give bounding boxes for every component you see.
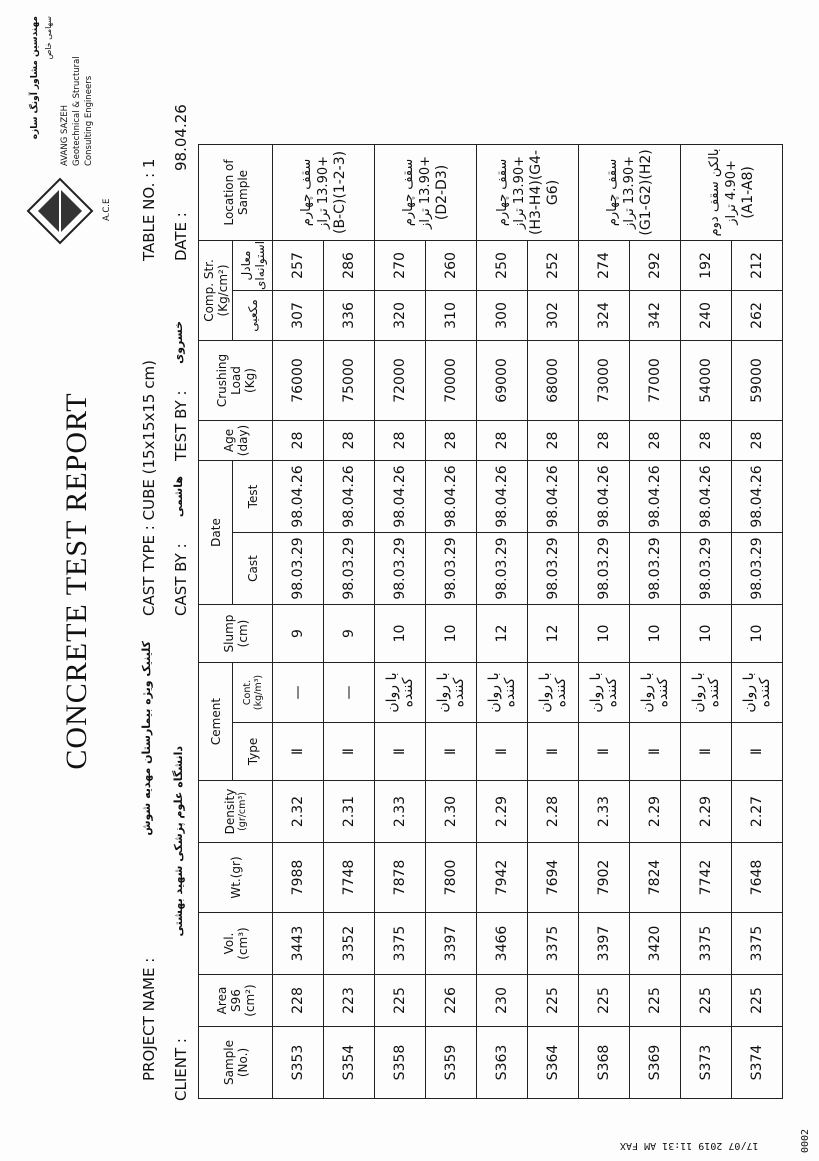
fax-page-number: 0002 — [800, 1128, 811, 1153]
table-cell: 7988 — [273, 843, 324, 913]
table-cell: با روان کننده — [732, 663, 783, 723]
table-cell: 10 — [630, 605, 681, 663]
table-cell: 320 — [375, 291, 426, 341]
table-cell: 192 — [681, 240, 732, 290]
table-cell: 262 — [732, 291, 783, 341]
table-cell: 3466 — [477, 913, 528, 975]
table-cell: S359 — [426, 1027, 477, 1099]
table-cell: 7648 — [732, 843, 783, 913]
table-number: TABLE NO. : 1 — [140, 158, 158, 261]
company-abbr: A.C.E — [102, 198, 112, 221]
table-cell: با روان کننده — [528, 663, 579, 723]
header-comp-str: Comp. Str. (Kg/cm²) — [199, 240, 233, 340]
table-cell: S374 — [732, 1027, 783, 1099]
table-cell: 98.03.29 — [732, 533, 783, 605]
table-cell: 7824 — [630, 843, 681, 913]
table-cell: 59000 — [732, 341, 783, 421]
table-cell: 292 — [630, 240, 681, 290]
date-label: DATE : — [172, 212, 190, 261]
header-date-test: Test — [233, 461, 273, 533]
table-cell: 75000 — [324, 341, 375, 421]
table-cell: — — [324, 663, 375, 723]
date-value: 98.04.26 — [172, 104, 190, 171]
table-row — [579, 144, 630, 1098]
cast-by-label: CAST BY : — [172, 543, 190, 616]
table-cell: 225 — [528, 975, 579, 1027]
client-value: دانشگاه علوم پزشکی شهید بهشتی — [172, 746, 185, 937]
table-cell: 226 — [426, 975, 477, 1027]
table-cell: S369 — [630, 1027, 681, 1099]
table-cell: 324 — [579, 291, 630, 341]
table-cell: 2.33 — [375, 781, 426, 843]
table-cell: 225 — [630, 975, 681, 1027]
table-cell: 98.04.26 — [375, 461, 426, 533]
table-cell: 2.33 — [579, 781, 630, 843]
header-date: Date — [199, 461, 233, 605]
table-cell: 28 — [528, 421, 579, 461]
company-name-fa: مهندسین مشاور آونگ سازه — [30, 16, 40, 140]
table-cell: 98.03.29 — [375, 533, 426, 605]
table-cell: S364 — [528, 1027, 579, 1099]
table-row — [630, 144, 681, 1098]
table-cell: Ⅱ — [273, 723, 324, 781]
table-cell: S354 — [324, 1027, 375, 1099]
header-slump: Slump (cm) — [199, 605, 273, 663]
header-cement-type: Type — [233, 723, 273, 781]
header-crushing-load: Crushing Load (Kg) — [199, 341, 273, 421]
table-cell: 28 — [681, 421, 732, 461]
table-cell: 7694 — [528, 843, 579, 913]
table-cell: 300 — [477, 291, 528, 341]
table-cell: 9 — [324, 605, 375, 663]
table-cell: 257 — [273, 240, 324, 290]
table-cell: 225 — [579, 975, 630, 1027]
table-cell: 7800 — [426, 843, 477, 913]
table-cell: 3443 — [273, 913, 324, 975]
table-cell: 98.03.29 — [579, 533, 630, 605]
table-cell: با روان کننده — [579, 663, 630, 723]
table-cell: S358 — [375, 1027, 426, 1099]
table-cell: 2.29 — [630, 781, 681, 843]
table-cell: 70000 — [426, 341, 477, 421]
table-cell: Ⅱ — [579, 723, 630, 781]
table-cell: Ⅱ — [375, 723, 426, 781]
table-cell: 250 — [477, 240, 528, 290]
table-cell: 98.03.29 — [273, 533, 324, 605]
table-cell: Ⅱ — [630, 723, 681, 781]
table-cell: 7902 — [579, 843, 630, 913]
table-cell: S373 — [681, 1027, 732, 1099]
header-cement: Cement — [199, 663, 233, 781]
table-cell: 310 — [426, 291, 477, 341]
company-line1: Geotechnical & Structural — [72, 56, 82, 166]
header-area: Area S96 (cm²) — [199, 975, 273, 1027]
table-cell: 225 — [732, 975, 783, 1027]
table-cell: 28 — [732, 421, 783, 461]
table-cell: 9 — [273, 605, 324, 663]
table-cell: 98.04.26 — [681, 461, 732, 533]
table-cell: 76000 — [273, 341, 324, 421]
table-row — [477, 144, 528, 1098]
table-cell: 68000 — [528, 341, 579, 421]
table-cell: 2.29 — [477, 781, 528, 843]
table-cell: با روان کننده — [426, 663, 477, 723]
table-cell: 228 — [273, 975, 324, 1027]
table-row — [732, 144, 783, 1098]
table-cell: 3420 — [630, 913, 681, 975]
table-cell: 28 — [477, 421, 528, 461]
table-cell: 260 — [426, 240, 477, 290]
table-cell: 98.03.29 — [477, 533, 528, 605]
table-row — [681, 144, 732, 1098]
location-cell: سقف چهارم +13.90 تراز (B-C)(1-2-3) — [273, 144, 375, 240]
table-cell: 3375 — [681, 913, 732, 975]
table-row — [426, 144, 477, 1098]
table-cell: 3397 — [579, 913, 630, 975]
table-cell: 10 — [732, 605, 783, 663]
table-cell: 2.32 — [273, 781, 324, 843]
company-name-en: AVANG SAZEH — [60, 105, 70, 166]
table-cell: 28 — [375, 421, 426, 461]
table-cell: 225 — [681, 975, 732, 1027]
table-cell: 342 — [630, 291, 681, 341]
table-row — [324, 144, 375, 1098]
cast-type: CAST TYPE : CUBE (15x15x15 cm) — [140, 360, 158, 616]
header-weight: Wt.(gr) — [199, 843, 273, 913]
table-cell: 54000 — [681, 341, 732, 421]
table-cell: 270 — [375, 240, 426, 290]
location-cell: سقف چهارم +13.90 تراز (G1-G2)(H2) — [579, 144, 681, 240]
test-by-label: TEST BY : — [172, 390, 190, 461]
table-row — [375, 144, 426, 1098]
table-cell: 223 — [324, 975, 375, 1027]
table-cell: 10 — [681, 605, 732, 663]
location-cell: بالکن سقف دوم +4.90 تراز (A1-A8) — [681, 144, 783, 240]
table-cell: با روان کننده — [681, 663, 732, 723]
table-cell: 240 — [681, 291, 732, 341]
test-results-table — [198, 144, 783, 1099]
cast-by-value: هاشمی — [172, 476, 185, 518]
table-cell: 2.27 — [732, 781, 783, 843]
table-cell: 28 — [426, 421, 477, 461]
table-cell: 3375 — [528, 913, 579, 975]
table-cell: 73000 — [579, 341, 630, 421]
table-cell: Ⅱ — [426, 723, 477, 781]
header-vol: Vol. (cm³) — [199, 913, 273, 975]
table-cell: 98.04.26 — [732, 461, 783, 533]
header-density: Density (gr/cm³) — [199, 781, 273, 843]
company-logo — [20, 11, 160, 251]
table-cell: با روان کننده — [630, 663, 681, 723]
table-cell: 10 — [426, 605, 477, 663]
table-cell: 302 — [528, 291, 579, 341]
header-comp-cube: مکعبی — [233, 291, 273, 341]
table-cell: 7942 — [477, 843, 528, 913]
table-cell: 12 — [477, 605, 528, 663]
table-cell: 98.04.26 — [426, 461, 477, 533]
location-cell: سقف چهارم +13.90 تراز (H3-H4)(G4-G6) — [477, 144, 579, 240]
fax-header-stamp: 17/07 2019 11:31 AM FAX — [620, 1140, 759, 1151]
table-cell: 2.31 — [324, 781, 375, 843]
table-cell: با روان کننده — [375, 663, 426, 723]
table-cell: 3375 — [732, 913, 783, 975]
location-cell: سقف چهارم +13.90 تراز (D2-D3) — [375, 144, 477, 240]
table-cell: 274 — [579, 240, 630, 290]
table-cell: 225 — [375, 975, 426, 1027]
table-cell: S363 — [477, 1027, 528, 1099]
table-cell: 28 — [630, 421, 681, 461]
table-cell: 2.30 — [426, 781, 477, 843]
table-cell: 98.03.29 — [681, 533, 732, 605]
table-cell: 98.04.26 — [324, 461, 375, 533]
table-cell: S353 — [273, 1027, 324, 1099]
header-comp-cylinder: معادل استوانه‌ای — [233, 240, 273, 290]
client-label: CLIENT : — [172, 1038, 190, 1101]
table-cell: Ⅱ — [324, 723, 375, 781]
table-cell: 98.03.29 — [426, 533, 477, 605]
table-cell: Ⅱ — [732, 723, 783, 781]
table-cell: 286 — [324, 240, 375, 290]
table-row — [528, 144, 579, 1098]
report-title: CONCRETE TEST REPORT — [60, 392, 93, 770]
table-cell: Ⅱ — [528, 723, 579, 781]
table-cell: 98.04.26 — [630, 461, 681, 533]
table-cell: 2.29 — [681, 781, 732, 843]
table-cell: 98.04.26 — [528, 461, 579, 533]
table-cell: 3352 — [324, 913, 375, 975]
table-cell: 252 — [528, 240, 579, 290]
table-cell: S368 — [579, 1027, 630, 1099]
table-cell: — — [273, 663, 324, 723]
avang-logo-icon — [20, 171, 100, 251]
table-cell: 3375 — [375, 913, 426, 975]
table-cell: 10 — [375, 605, 426, 663]
table-cell: 7742 — [681, 843, 732, 913]
table-cell: 7748 — [324, 843, 375, 913]
table-cell: 28 — [579, 421, 630, 461]
table-cell: 2.28 — [528, 781, 579, 843]
table-cell: 98.04.26 — [579, 461, 630, 533]
header-date-cast: Cast — [233, 533, 273, 605]
header-cement-cont: Cont. (kg/m³) — [233, 663, 273, 723]
table-cell: 336 — [324, 291, 375, 341]
company-sub-fa: سهامی خاص — [44, 16, 53, 60]
header-age: Age (day) — [199, 421, 273, 461]
table-cell: 10 — [579, 605, 630, 663]
header-location: Location of Sample — [199, 144, 273, 240]
table-cell: 98.03.29 — [324, 533, 375, 605]
table-cell: 98.03.29 — [528, 533, 579, 605]
table-cell: با روان کننده — [477, 663, 528, 723]
table-cell: 98.04.26 — [477, 461, 528, 533]
table-cell: 98.04.26 — [273, 461, 324, 533]
project-name-value: کلینیک ویژه بیمارستان مهدیه شوش — [140, 641, 153, 836]
table-cell: 307 — [273, 291, 324, 341]
table-cell: 212 — [732, 240, 783, 290]
table-row — [273, 144, 324, 1098]
table-cell: 12 — [528, 605, 579, 663]
table-cell: 77000 — [630, 341, 681, 421]
table-cell: 28 — [324, 421, 375, 461]
test-by-value: خسروی — [172, 321, 185, 364]
company-line2: Consulting Engineers — [84, 75, 94, 166]
table-cell: 69000 — [477, 341, 528, 421]
table-cell: 3397 — [426, 913, 477, 975]
table-cell: 72000 — [375, 341, 426, 421]
table-cell: Ⅱ — [477, 723, 528, 781]
table-cell: 28 — [273, 421, 324, 461]
project-name-label: PROJECT NAME : — [140, 957, 158, 1081]
table-cell: 7878 — [375, 843, 426, 913]
table-cell: Ⅱ — [681, 723, 732, 781]
table-cell: 230 — [477, 975, 528, 1027]
header-sample: Sample (No.) — [199, 1027, 273, 1099]
table-cell: 98.03.29 — [630, 533, 681, 605]
